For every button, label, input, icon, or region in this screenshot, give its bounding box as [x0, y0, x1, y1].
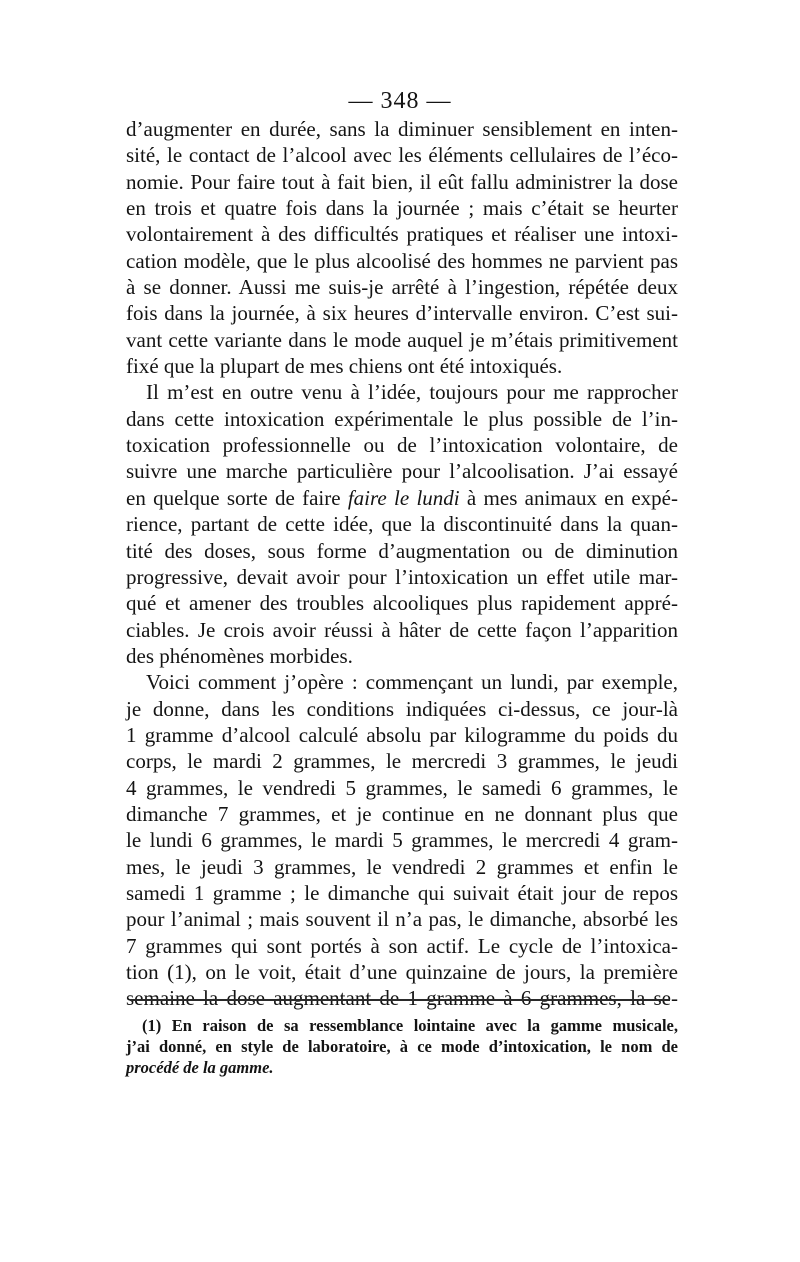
text-line: dans cette intoxication expérimentale le plus possible de l’in-: [126, 406, 678, 431]
footnote-line: j’ai donné, en style de laboratoire, à ce mode d’intoxication, le nom de: [126, 1037, 678, 1056]
text-line: vant cette variante dans le mode auquel je m’étais primitivement: [126, 327, 678, 352]
text-line: tion (1), on le voit, était d’une quinzaine de jours, la première: [126, 960, 678, 984]
text-line: fois dans la journée, à six heures d’intervalle environ. C’est sui-: [126, 301, 678, 326]
text-line: samedi 1 gramme ; le dimanche qui suivait était jour de repos: [126, 880, 678, 905]
footnote-line: procédé de la gamme.: [126, 1058, 274, 1077]
text-line: je donne, dans les conditions indiquées ci-dessus, ce jour-là: [126, 696, 678, 721]
text-line: en quelque sorte de faire faire le lundi à mes animaux en expé-: [126, 485, 678, 510]
text-line: sité, le contact de l’alcool avec les éléments cellulaires de l’éco-: [126, 143, 678, 168]
text-line: volontairement à des difficultés pratiques et réaliser une intoxi-: [126, 222, 678, 247]
body-text: [126, 116, 678, 1012]
text-line: ciables. Je crois avoir réussi à hâter de cette façon l’apparition: [126, 617, 678, 642]
text-line: toxication professionnelle ou de l’intoxication volontaire, de: [126, 433, 678, 458]
text-line: progressive, devait avoir pour l’intoxication un effet utile mar-: [126, 564, 678, 589]
text-line: suivre une marche particulière pour l’alcoolisation. J’ai essayé: [126, 459, 678, 484]
text-line: des phénomènes morbides.: [126, 643, 353, 668]
emphasis-text: faire le lundi: [347, 485, 460, 510]
footnote-line: (1) En raison de sa ressemblance lointaine avec la gamme musicale,: [142, 1016, 678, 1035]
text-line: 1 gramme d’alcool calculé absolu par kilogramme du poids du: [126, 722, 678, 747]
text-line: tité des doses, sous forme d’augmentation ou de diminution: [126, 538, 678, 563]
text-line: Il m’est en outre venu à l’idée, toujours pour me rapprocher: [146, 380, 678, 405]
footnote-separator: [130, 999, 670, 1001]
footnote: [126, 1015, 678, 1078]
text-line: cation modèle, que le plus alcoolisé des hommes ne parvient pas: [126, 248, 678, 273]
text-line: fixé que la plupart de mes chiens ont été intoxiqués.: [126, 354, 563, 379]
text-line: semaine la dose augmentant de 1 gramme à 6 grammes, la se-: [126, 986, 678, 1011]
text-line: dimanche 7 grammes, et je continue en ne donnant plus que: [126, 801, 678, 826]
text-line: nomie. Pour faire tout à fait bien, il eût fallu administrer la dose: [126, 169, 678, 194]
text-line: mes, le jeudi 3 grammes, le vendredi 2 grammes et enfin le: [126, 854, 678, 879]
page-number: — 348 —: [348, 88, 452, 114]
text-line: pour l’animal ; mais souvent il n’a pas, le dimanche, absorbé les: [126, 907, 678, 932]
text-line: en trois et quatre fois dans la journée ; mais c’était se heurter: [126, 196, 678, 221]
text-line: 7 grammes qui sont portés à son actif. Le cycle de l’intoxica-: [126, 933, 678, 958]
text-line: d’augmenter en durée, sans la diminuer sensiblement en inten-: [126, 117, 678, 141]
text-line: 4 grammes, le vendredi 5 grammes, le samedi 6 grammes, le: [126, 775, 678, 800]
text-line: Voici comment j’opère : commençant un lundi, par exemple,: [146, 670, 678, 695]
text-line: le lundi 6 grammes, le mardi 5 grammes, le mercredi 4 gram-: [126, 828, 678, 853]
text-line: rience, partant de cette idée, que la discontinuité dans la quan-: [126, 512, 678, 537]
text-line: à se donner. Aussi me suis-je arrêté à l’ingestion, répétée deux: [126, 275, 678, 300]
text-line: qué et amener des troubles alcooliques plus rapidement appré-: [126, 591, 678, 616]
text-line: corps, le mardi 2 grammes, le mercredi 3 grammes, le jeudi: [126, 749, 678, 774]
